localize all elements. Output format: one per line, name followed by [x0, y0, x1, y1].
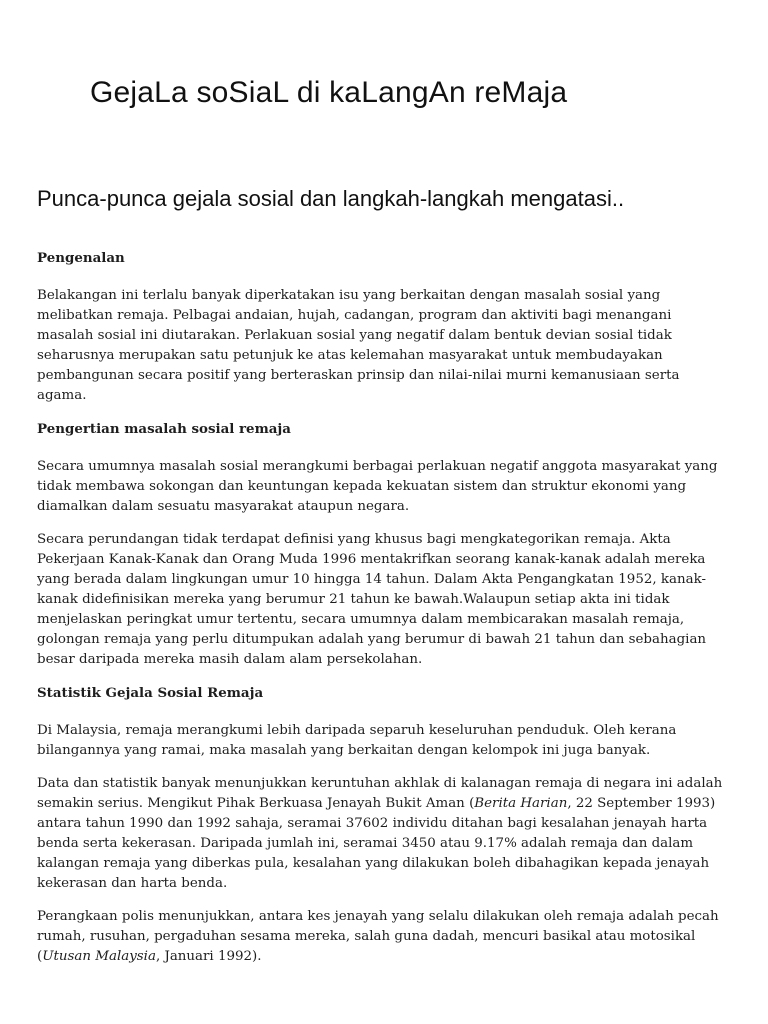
citation-source: Berita Harian [474, 796, 568, 811]
body-paragraph: Secara perundangan tidak terdapat definisi yang khusus bagi mengkategorikan remaja. Akta Pekerjaan Kanak-Kanak dan Orang Muda 1996 mentakrifkan seorang kanak-kanak adalah mereka yang berada dalam lingkungan umur 10 hingga 14 tahun. Dalam Akta Pengangkatan 1952, kanak-kanak didefinisikan mereka yang berumur 21 tahun ke bawah.Walaupun setiap akta ini tidak menjelaskan peringkat umur tertentu, secara umumnya dalam membicarakan masalah remaja, golongan remaja yang perlu ditumpukan adalah yang berumur di bawah 21 tahun dan sebahagian besar daripada mereka masih dalam alam persekolahan. [37, 532, 707, 667]
paragraph-text: , Januari 1992). [155, 949, 262, 964]
page-title: GejaLa soSiaL di kaLangAn reMaja [90, 76, 568, 109]
document-body [37, 248, 732, 980]
paragraph-text: Data dan statistik banyak menunjukkan keruntuhan akhlak di kalanagan remaja di negara ini adalah semakin serius. Mengikut Pihak Berkuasa Jenayah Bukit Aman ( [37, 776, 723, 811]
body-paragraph: Di Malaysia, remaja merangkumi lebih daripada separuh keseluruhan penduduk. Oleh kerana bilangannya yang ramai, maka masalah yang berkaitan dengan kelompok ini juga banyak. [37, 723, 677, 758]
citation-source: Utusan Malaysia [42, 949, 156, 964]
body-paragraph [37, 907, 732, 967]
body-paragraph [37, 774, 732, 894]
body-paragraph: Belakangan ini terlalu banyak diperkatakan isu yang berkaitan dengan masalah sosial yang melibatkan remaja. Pelbagai andaian, hujah, cadangan, program dan aktiviti bagi menangani masalah sosial ini diutarakan. Perlakuan sosial yang negatif dalam bentuk devian sosial tidak seharusnya merupakan satu petunjuk ke atas kelemahan masyarakat untuk membudayakan pembangunan secara positif yang berteraskan prinsip dan nilai-nilai murni kemanusiaan serta agama. [37, 288, 680, 403]
section-statistik [37, 683, 732, 967]
section-heading: Pengertian masalah sosial remaja [37, 421, 291, 437]
section-heading: Pengenalan [37, 250, 125, 266]
paragraph-text: , 22 September 1993) antara tahun 1990 dan 1992 sahaja, seramai 37602 individu ditahan bagi kesalahan jenayah harta benda serta kekerasan. Daripada jumlah ini, seramai 3450 atau 9.17% adalah remaja dan dalam kalangan remaja yang diberkas pula, kesalahan yang dilakukan boleh dibahagikan kepada jenayah kekerasan dan harta benda. [37, 796, 716, 891]
page-subtitle: Punca-punca gejala sosial dan langkah-langkah mengatasi.. [37, 186, 625, 211]
body-paragraph: Secara umumnya masalah sosial merangkumi berbagai perlakuan negatif anggota masyarakat yang tidak membawa sokongan dan keuntungan kepada kekuatan sistem dan struktur ekonomi yang diamalkan dalam sesuatu masyarakat ataupun negara. [37, 459, 718, 514]
paragraph-text: Perangkaan polis menunjukkan, antara kes jenayah yang selalu dilakukan oleh remaja adalah pecah rumah, rusuhan, pergaduhan sesama mereka, salah guna dadah, mencuri basikal atau motosikal ( [37, 909, 719, 964]
section-pengertian [37, 419, 732, 670]
section-heading: Statistik Gejala Sosial Remaja [37, 685, 264, 701]
section-pengenalan [37, 248, 732, 406]
